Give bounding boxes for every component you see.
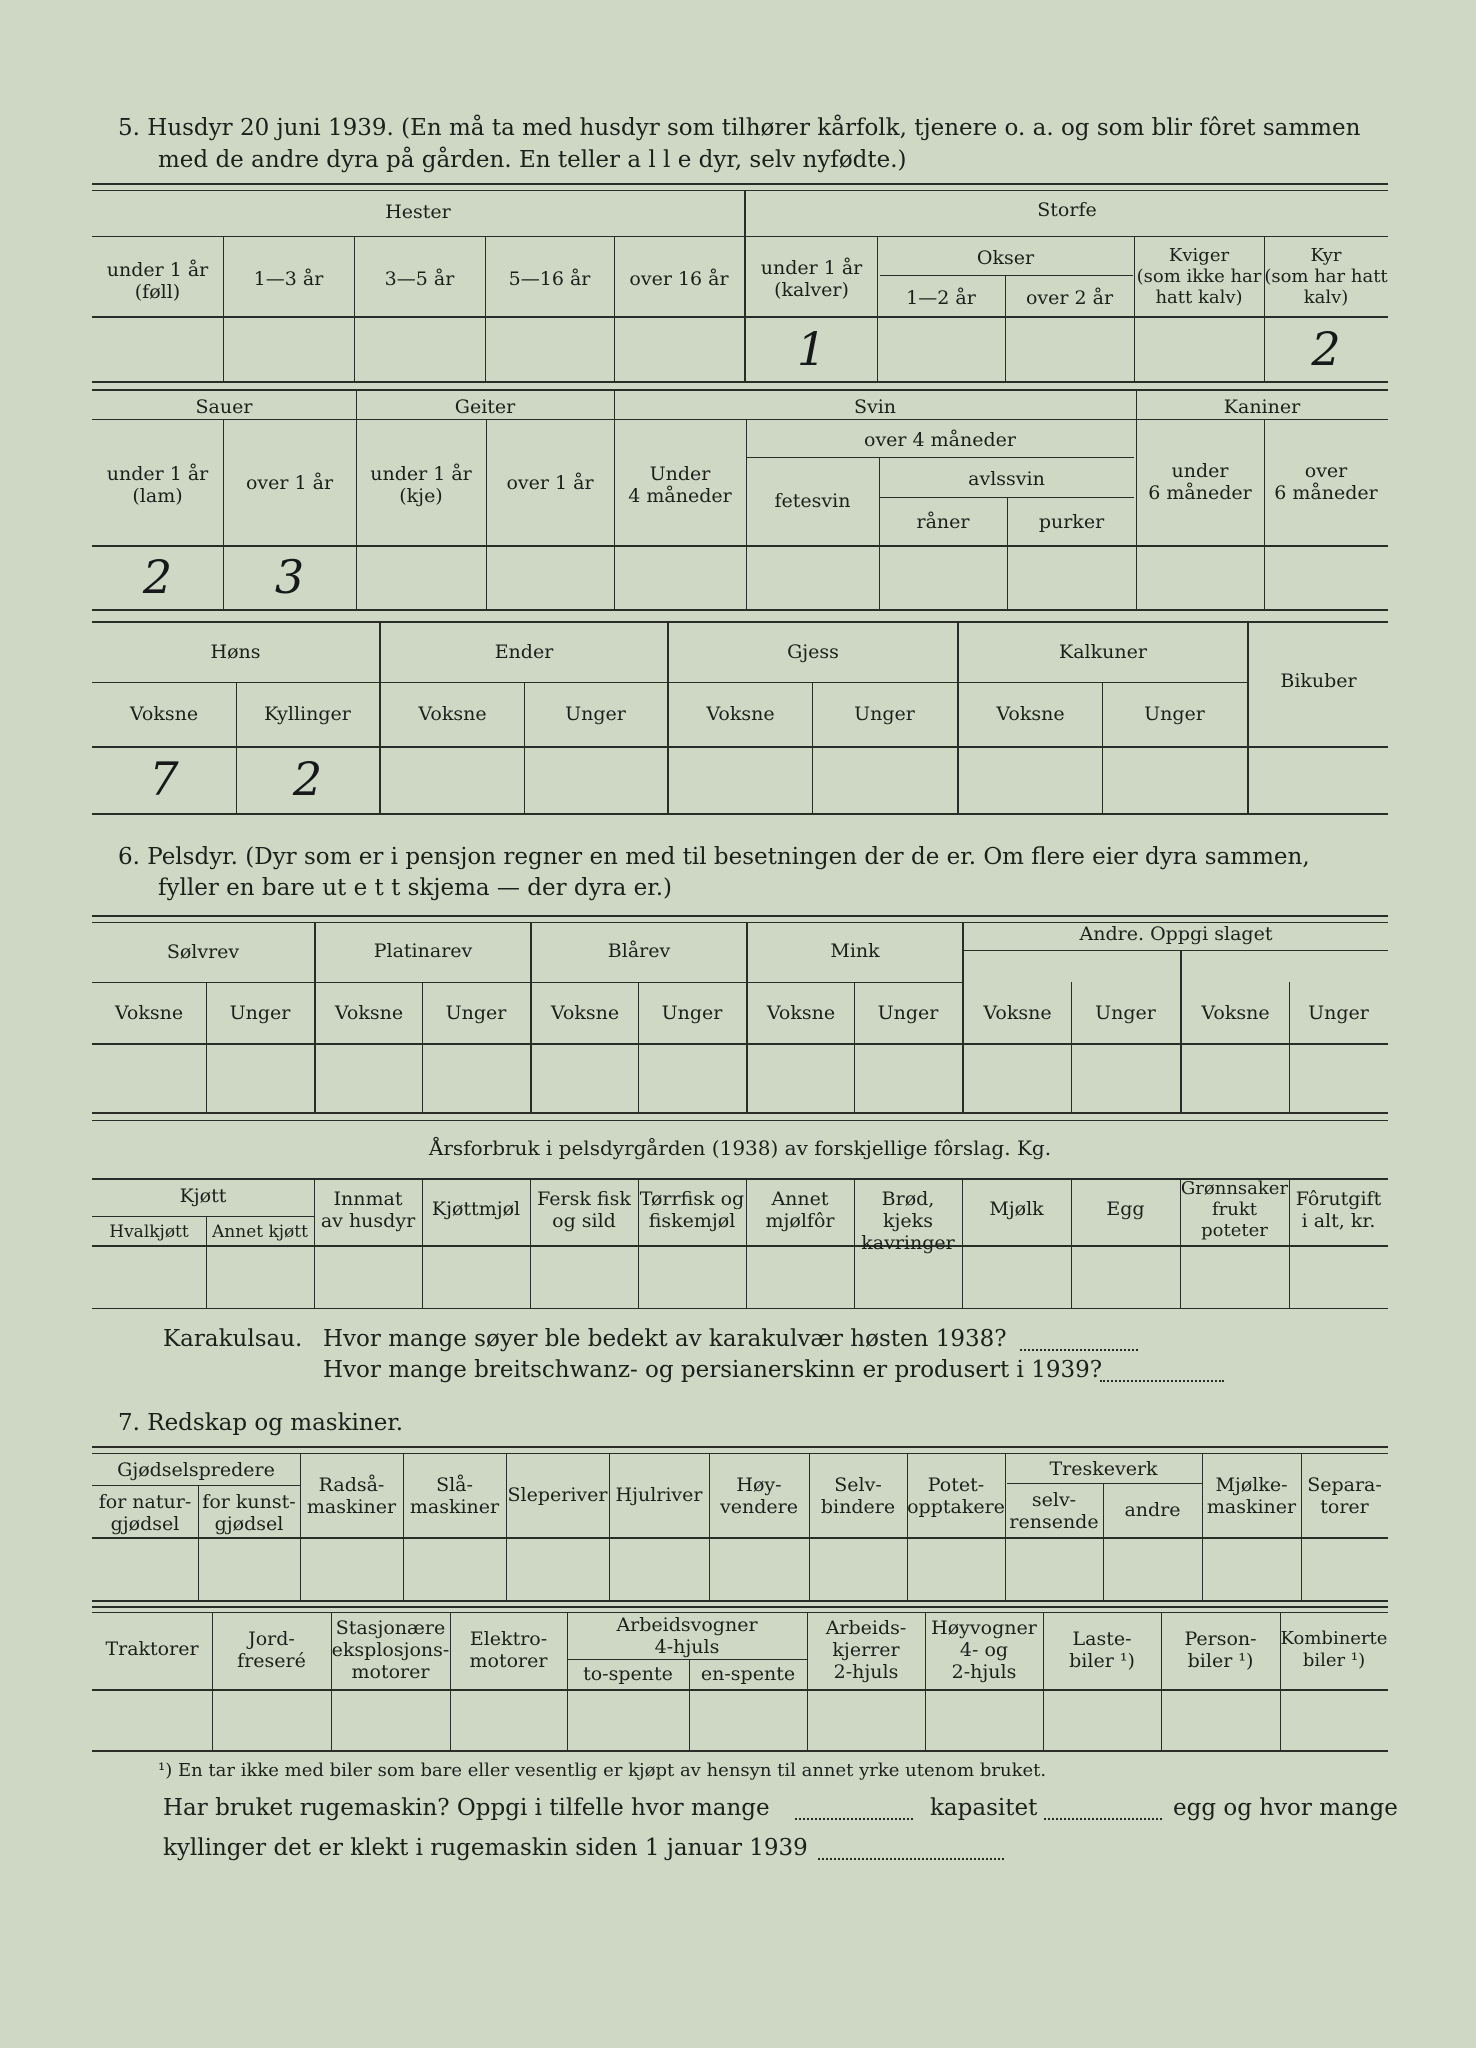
kjottmjol-header: Kjøttmjøl [431,1198,521,1220]
kalkuner-header: Kalkuner [1059,641,1147,663]
rugemaskin-kapasitet-label: kapasitet [930,1795,1038,1821]
blarev-header: Blårev [607,940,671,962]
ender-unger: Unger [565,703,626,725]
kjott-header: Kjøtt [179,1185,227,1207]
svin-under4: Under 4 måneder [628,463,732,507]
solvrev-header: Sølvrev [166,941,240,963]
arbeidsvogner-tospente: to-spente [583,1663,673,1685]
svin-header: Svin [853,396,897,418]
bikuber-header: Bikuber [1280,670,1357,692]
section6-heading-line1: 6. Pelsdyr. (Dyr som er i pensjon regner en med til besetningen der de er. Om flere eier dyra sammen, [118,844,1310,870]
footnote: ¹) En tar ikke med biler som bare eller vesentlig er kjøpt av hensyn til annet yrke utenom bruket. [158,1760,1047,1781]
traktorer-header: Traktorer [105,1638,199,1660]
andre2-voksne: Voksne [1201,1002,1270,1024]
section6-heading-line2: fyller en bare ut e t t skjema — der dyra er.) [158,875,672,901]
gjess-unger: Unger [854,703,915,725]
section5-heading-line1: 5. Husdyr 20 juni 1939. (En må ta med husdyr som tilhører kårfolk, tjenere o. a. og som blir fôret sammen [118,115,1361,141]
gjodsel-natur: for natur- gjødsel [98,1491,192,1535]
elektromotorer-header: Elektro- motorer [469,1628,548,1672]
gjodsel-kunst: for kunst- gjødsel [202,1491,296,1535]
karakul-answer1[interactable] [1020,1349,1138,1351]
mjolk-header: Mjølk [989,1198,1044,1220]
ender-header: Ender [494,641,554,663]
stasjonaere-motorer-header: Stasjonære eksplosjons- motorer [331,1617,450,1683]
sauer-header: Sauer [195,396,253,418]
radsamaskiner-header: Radså- maskiner [306,1474,397,1518]
storfe-header: Storfe [1037,199,1097,221]
svin-avlssvin: avlssvin [968,468,1045,490]
platinarev-header: Platinarev [373,940,473,962]
solvrev-unger: Unger [229,1002,291,1024]
sauer-under1: under 1 år (lam) [106,463,209,507]
andre-pelsdyr-header: Andre. Oppgi slaget [1079,923,1273,945]
slamaskiner-header: Slå- maskiner [409,1474,500,1518]
fersk-fisk-header: Fersk fisk og sild [537,1188,631,1232]
forbruk-title: Årsforbruk i pelsdyrgården (1938) av forskjellige fôrslag. Kg. [428,1136,1052,1160]
value-hons-voksne: 7 [149,752,179,806]
karakul-question2: Hvor mange breitschwanz- og persianerskinn er produsert i 1939? [323,1357,1103,1383]
hester-header: Hester [385,201,451,223]
karakul-question1: Hvor mange søyer ble bedekt av karakulvær høsten 1938? [323,1326,1007,1352]
gjess-header: Gjess [787,641,839,663]
platinarev-voksne: Voksne [334,1002,404,1024]
section5-heading-line2: med de andre dyra på gården. En teller a l l e dyr, selv nyfødte.) [158,147,907,173]
gronnsaker-header: Grønnsaker frukt poteter [1180,1178,1289,1241]
karakul-label: Karakulsau. [163,1326,303,1352]
rugemaskin-kyllinger-question: kyllinger det er klekt i rugemaskin siden 1 januar 1939 [163,1835,808,1861]
hvalkjott-header: Hvalkjøtt [109,1222,189,1242]
mink-unger: Unger [877,1002,939,1024]
mink-voksne: Voksne [766,1002,836,1024]
lastebiler-header: Laste- biler ¹) [1069,1628,1135,1672]
kombinerte-biler-header: Kombinerte biler ¹) [1280,1628,1388,1671]
kaniner-under6: under 6 måneder [1148,460,1252,504]
andre1-voksne: Voksne [983,1002,1052,1024]
ender-voksne: Voksne [418,703,487,725]
mink-header: Mink [830,940,880,962]
kaniner-over6: over 6 måneder [1274,460,1378,504]
rugemaskin-kapasitet-field[interactable] [1044,1818,1162,1820]
storfe-okser: Okser [976,247,1035,269]
geiter-under1: under 1 år (kje) [370,463,472,507]
value-kalver: 1 [796,322,827,376]
separatorer-header: Separa- torer [1307,1474,1382,1518]
value-kyr: 2 [1311,322,1341,376]
sauer-over1: over 1 år [245,472,334,494]
hoyvendere-header: Høy- vendere [720,1474,798,1518]
okser-over2: over 2 år [1025,287,1114,309]
value-sau-over1: 3 [274,550,305,604]
svin-raner: råner [916,511,970,533]
hjulriver-header: Hjulriver [615,1484,703,1506]
gjodselspredere-header: Gjødselspredere [117,1459,275,1481]
kalkuner-voksne: Voksne [996,703,1065,725]
hester-3-5: 3—5 år [384,268,455,290]
solvrev-voksne: Voksne [114,1002,184,1024]
rugemaskin-question: Har bruket rugemaskin? Oppgi i tilfelle hvor mange [163,1795,770,1821]
sleperiver-header: Sleperiver [507,1484,608,1506]
andre2-unger: Unger [1308,1002,1369,1024]
rugemaskin-kyllinger-field[interactable] [818,1858,1004,1860]
hester-5-16: 5—16 år [508,268,591,290]
rugemaskin-antall-field[interactable] [795,1818,913,1820]
arbeidsvogner-enspente: en-spente [700,1663,796,1685]
storfe-kyr: Kyr (som har hatt kalv) [1264,245,1388,308]
svin-over4: over 4 måneder [864,429,1016,451]
forutgift-header: Fôrutgift i alt, kr. [1295,1188,1382,1232]
gjess-voksne: Voksne [706,703,775,725]
mjolkemaskiner-header: Mjølke- maskiner [1206,1474,1297,1518]
treskeverk-andre: andre [1124,1499,1181,1521]
blarev-voksne: Voksne [550,1002,620,1024]
jordfresere-header: Jord- freseré [237,1628,306,1672]
value-kyllinger: 2 [292,752,323,806]
section7-heading: 7. Redskap og maskiner. [118,1410,404,1436]
karakul-answer2[interactable] [1100,1380,1224,1382]
personbiler-header: Person- biler ¹) [1184,1628,1257,1672]
andre1-unger: Unger [1095,1002,1156,1024]
hester-over16: over 16 år [629,268,729,290]
storfe-kviger: Kviger (som ikke har hatt kalv) [1136,245,1262,308]
svin-fetesvin: fetesvin [774,490,851,512]
kalkuner-unger: Unger [1144,703,1205,725]
innmat-header: Innmat av husdyr [320,1188,416,1232]
treskeverk-selvrensende: selv- rensende [1009,1489,1099,1533]
hoyvogner-header: Høyvogner 4- og 2-hjuls [931,1617,1037,1683]
platinarev-unger: Unger [445,1002,507,1024]
okser-1-2: 1—2 år [906,287,976,309]
treskeverk-header: Treskeverk [1049,1458,1158,1480]
annet-kjott-header: Annet kjøtt [212,1222,308,1242]
annet-mjolfor-header: Annet mjølfôr [765,1188,835,1232]
value-lam: 2 [142,550,173,604]
hons-kyllinger: Kyllinger [264,703,351,725]
storfe-kalver: under 1 år (kalver) [760,257,863,301]
potetopptakere-header: Potet- opptakere [907,1474,1005,1518]
hons-header: Høns [210,641,261,663]
kaniner-header: Kaniner [1223,396,1301,418]
rugemaskin-egg-label: egg og hvor mange [1173,1795,1398,1821]
hester-under1: under 1 år (føll) [106,259,209,303]
hester-1-3: 1—3 år [253,268,324,290]
svin-purker: purker [1038,511,1105,533]
arbeidsvogner-header: Arbeidsvogner 4-hjuls [616,1614,758,1658]
selvbindere-header: Selv- bindere [820,1474,896,1518]
hons-voksne: Voksne [129,703,199,725]
brod-header: Brød, kjeks kavringer [861,1188,955,1254]
geiter-header: Geiter [454,396,516,418]
blarev-unger: Unger [661,1002,723,1024]
egg-header: Egg [1106,1198,1145,1220]
arbeidskjerrer-header: Arbeids- kjerrer 2-hjuls [825,1617,907,1683]
torrfisk-header: Tørrfisk og fiskemjøl [639,1188,745,1232]
geiter-over1: over 1 år [506,472,594,494]
